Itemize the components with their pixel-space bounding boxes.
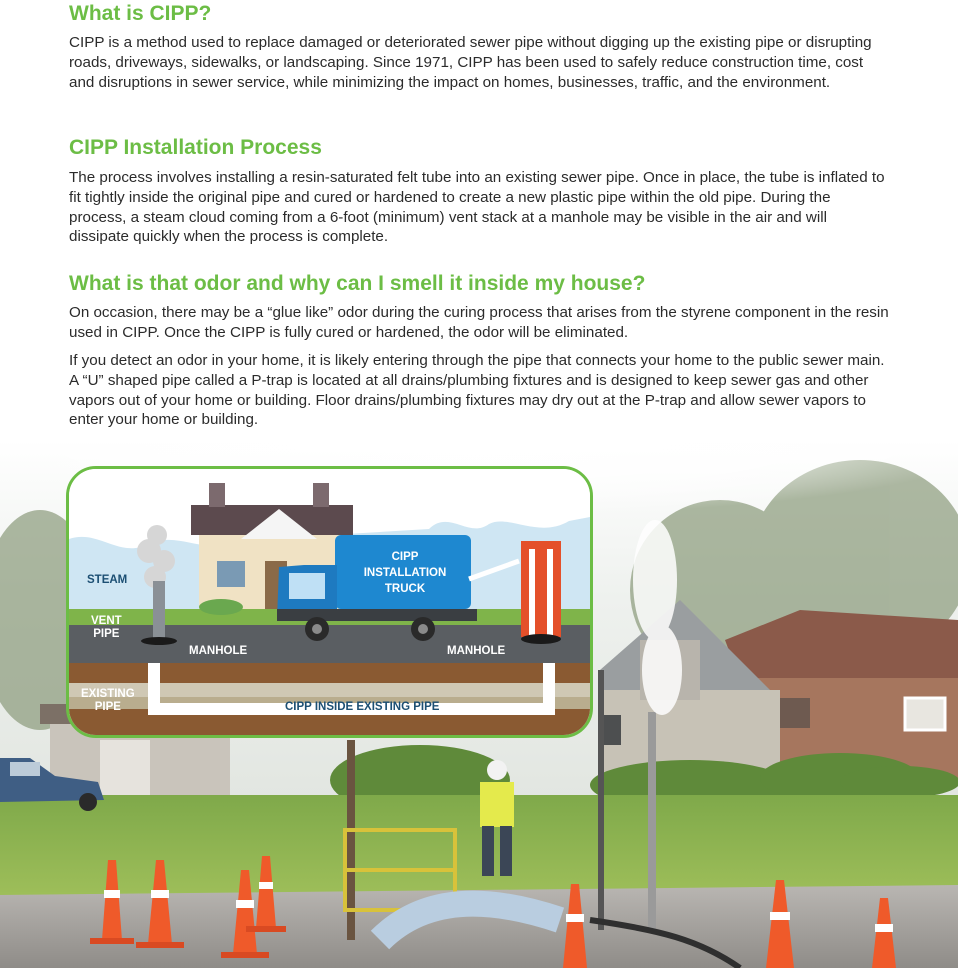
label-manhole-left: MANHOLE [189,645,248,657]
paragraph-odor-2: If you detect an odor in your home, it is likely entering through the pipe that connects your home to the public sewer main. A “U” shaped pipe called a P-trap is located at all drains/plumbing fixtures and is designed to keep sewer gas and other vapors out of your home or building. Floor drains/plumbing fixtures may dry out at the P-trap and allow sewer vapors to enter your home or building. [69,352,885,429]
label-manhole-right: MANHOLE [447,645,506,657]
paragraph-what-is-cipp: CIPP is a method used to replace damaged or deteriorated sewer pipe without digging up the existing pipe or disrupting roads, driveways, sidewalks, or landscaping. Since 1971, CIPP has been used to safely reduce construction time, cost and disruptions in sewer service, while minimizing the impact on homes, businesses, traffic, and the environment. [69,34,872,91]
heading-installation-process: CIPP Installation Process [69,136,322,159]
cipp-diagram [66,466,593,738]
vent-pipe-shape [153,581,165,641]
paragraph-odor-1: On occasion, there may be a “glue like” odor during the curing process that arises from the styrene component in the resin used in CIPP. Once the CIPP is fully cured or hardened, the odor will be eliminated. [69,304,889,341]
heading-odor: What is that odor and why can I smell it inside my house? [69,272,646,295]
label-vent-pipe: VENT PIPE [91,615,122,640]
label-truck: CIPP INSTALLATION TRUCK [363,551,447,595]
label-steam: STEAM [87,574,128,586]
heading-what-is-cipp: What is CIPP? [69,2,212,25]
label-cipp-inside: CIPP INSIDE EXISTING PIPE [285,701,440,713]
paragraph-installation-process: The process involves installing a resin-saturated felt tube into an existing sewer pipe. Once in place, the tube is inflated to fit tightly inside the original pipe and cured or hardened to create a new plastic pipe within the old pipe. During the process, a steam cloud coming from a 6-foot (minimum) vent stack at a manhole may be visible in the air and will dissipate quickly when the process is complete. [69,169,885,246]
orange-tower [521,541,561,644]
label-existing-pipe: EXISTING PIPE [81,688,135,713]
